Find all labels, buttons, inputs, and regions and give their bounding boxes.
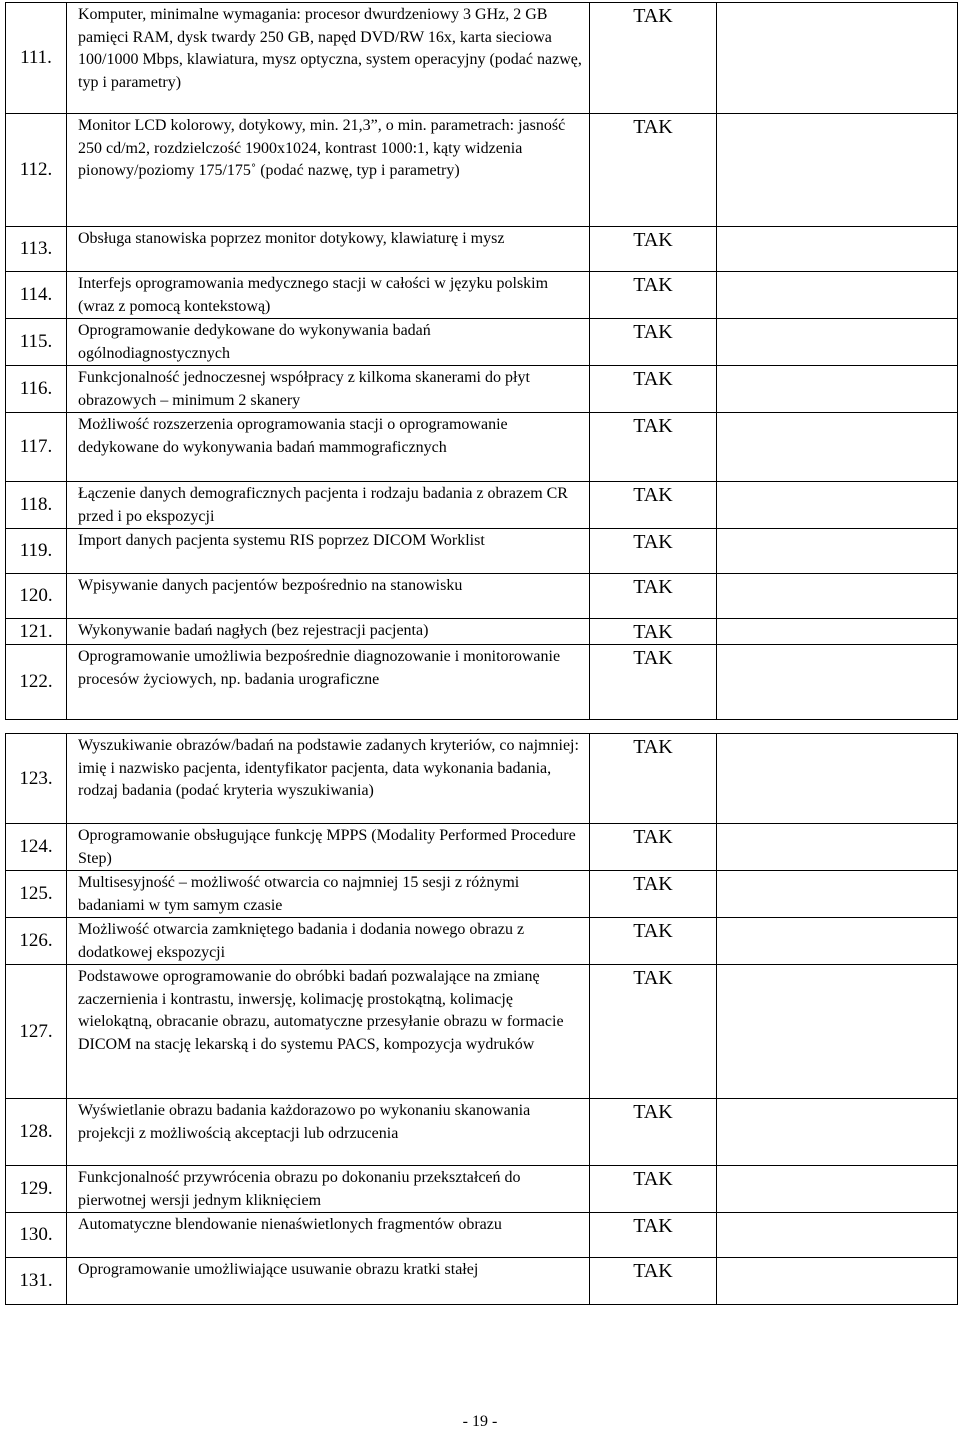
table-row <box>6 3 958 114</box>
item-number: 127. <box>6 965 67 1099</box>
item-answer: TAK <box>590 1258 717 1305</box>
item-remarks <box>717 3 958 114</box>
item-description: Monitor LCD kolorowy, dotykowy, min. 21,3”, o min. parametrach: jasność 250 cd/m2, rozdzielczość 1900x1024, kontrast 1000:1, kąty widzenia pionowy/poziomy 175/175˚ (podać nazwę, typ i parametry) <box>67 114 590 227</box>
table-row <box>6 529 958 574</box>
item-description: Komputer, minimalne wymagania: procesor dwurdzeniowy 3 GHz, 2 GB pamięci RAM, dysk twardy 250 GB, napęd DVD/RW 16x, karta sieciowa 100/1000 Mbps, klawiatura, mysz optyczna, system operacyjny (podać nazwę, typ i parametry) <box>67 3 590 114</box>
item-description: Wykonywanie badań nagłych (bez rejestracji pacjenta) <box>67 619 590 645</box>
table-row <box>6 1258 958 1305</box>
item-remarks <box>717 619 958 645</box>
item-answer: TAK <box>590 871 717 918</box>
item-description: Funkcjonalność przywrócenia obrazu po dokonaniu przekształceń do pierwotnej wersji jednym kliknięciem <box>67 1166 590 1213</box>
table-row <box>6 918 958 965</box>
item-description: Wpisywanie danych pacjentów bezpośrednio na stanowisku <box>67 574 590 619</box>
item-description: Wyszukiwanie obrazów/badań na podstawie zadanych kryteriów, co najmniej: imię i nazwisko pacjenta, identyfikator pacjenta, data wykonania badania, rodzaj badania (podać kryteria wyszukiwania) <box>67 734 590 824</box>
item-remarks <box>717 1213 958 1258</box>
item-description: Funkcjonalność jednoczesnej współpracy z kilkoma skanerami do płyt obrazowych – minimum 2 skanery <box>67 366 590 413</box>
item-description: Łączenie danych demograficznych pacjenta i rodzaju badania z obrazem CR przed i po ekspozycji <box>67 482 590 529</box>
item-number: 126. <box>6 918 67 965</box>
item-description: Oprogramowanie obsługujące funkcję MPPS (Modality Performed Procedure Step) <box>67 824 590 871</box>
item-answer: TAK <box>590 272 717 319</box>
item-answer: TAK <box>590 824 717 871</box>
item-number: 114. <box>6 272 67 319</box>
item-answer: TAK <box>590 529 717 574</box>
item-number: 118. <box>6 482 67 529</box>
table-row <box>6 319 958 366</box>
item-description: Import danych pacjenta systemu RIS poprzez DICOM Worklist <box>67 529 590 574</box>
table-row <box>6 366 958 413</box>
item-description: Wyświetlanie obrazu badania każdorazowo po wykonaniu skanowania projekcji z możliwością akceptacji lub odrzucenia <box>67 1099 590 1166</box>
item-number: 121. <box>6 619 67 645</box>
table-row <box>6 871 958 918</box>
spec-table-2 <box>5 733 958 1305</box>
item-answer: TAK <box>590 413 717 482</box>
item-number: 111. <box>6 3 67 114</box>
item-description: Oprogramowanie dedykowane do wykonywania badań ogólnodiagnostycznych <box>67 319 590 366</box>
item-description: Oprogramowanie umożliwia bezpośrednie diagnozowanie i monitorowanie procesów życiowych, np. badania urograficzne <box>67 645 590 720</box>
item-description: Interfejs oprogramowania medycznego stacji w całości w języku polskim (wraz z pomocą kontekstową) <box>67 272 590 319</box>
item-number: 130. <box>6 1213 67 1258</box>
item-remarks <box>717 965 958 1099</box>
item-description: Automatyczne blendowanie nienaświetlonych fragmentów obrazu <box>67 1213 590 1258</box>
item-number: 124. <box>6 824 67 871</box>
item-answer: TAK <box>590 366 717 413</box>
item-answer: TAK <box>590 482 717 529</box>
table-row <box>6 1166 958 1213</box>
item-number: 125. <box>6 871 67 918</box>
item-answer: TAK <box>590 965 717 1099</box>
item-remarks <box>717 529 958 574</box>
item-remarks <box>717 1166 958 1213</box>
item-number: 115. <box>6 319 67 366</box>
item-remarks <box>717 645 958 720</box>
item-description: Możliwość rozszerzenia oprogramowania stacji o oprogramowanie dedykowane do wykonywania badań mammograficznych <box>67 413 590 482</box>
item-answer: TAK <box>590 918 717 965</box>
item-answer: TAK <box>590 114 717 227</box>
table-row <box>6 574 958 619</box>
item-number: 128. <box>6 1099 67 1166</box>
item-number: 123. <box>6 734 67 824</box>
item-number: 120. <box>6 574 67 619</box>
item-description: Obsługa stanowiska poprzez monitor dotykowy, klawiaturę i mysz <box>67 227 590 272</box>
item-answer: TAK <box>590 227 717 272</box>
table-row <box>6 482 958 529</box>
item-answer: TAK <box>590 645 717 720</box>
item-description: Oprogramowanie umożliwiające usuwanie obrazu kratki stałej <box>67 1258 590 1305</box>
item-answer: TAK <box>590 3 717 114</box>
item-number: 131. <box>6 1258 67 1305</box>
table-row <box>6 965 958 1099</box>
item-remarks <box>717 482 958 529</box>
item-remarks <box>717 413 958 482</box>
item-description: Multisesyjność – możliwość otwarcia co najmniej 15 sesji z różnymi badaniami w tym samym czasie <box>67 871 590 918</box>
item-answer: TAK <box>590 734 717 824</box>
item-answer: TAK <box>590 574 717 619</box>
item-number: 129. <box>6 1166 67 1213</box>
table-row <box>6 227 958 272</box>
table-row <box>6 734 958 824</box>
table-row <box>6 272 958 319</box>
table-row <box>6 824 958 871</box>
item-description: Podstawowe oprogramowanie do obróbki badań pozwalające na zmianę zaczernienia i kontrastu, inwersję, kolimację prostokątną, kolimację wielokątną, obracanie obrazu, automatyczne przesyłanie obrazu w formacie DICOM na stację lekarską i do systemu PACS, kompozycja wydruków <box>67 965 590 1099</box>
item-remarks <box>717 227 958 272</box>
item-answer: TAK <box>590 619 717 645</box>
item-answer: TAK <box>590 1213 717 1258</box>
table-row <box>6 619 958 645</box>
item-number: 112. <box>6 114 67 227</box>
item-number: 122. <box>6 645 67 720</box>
item-remarks <box>717 366 958 413</box>
item-remarks <box>717 734 958 824</box>
table-row <box>6 645 958 720</box>
spec-table-1 <box>5 2 958 720</box>
item-answer: TAK <box>590 1099 717 1166</box>
item-remarks <box>717 871 958 918</box>
item-remarks <box>717 824 958 871</box>
item-number: 116. <box>6 366 67 413</box>
table-row <box>6 413 958 482</box>
item-remarks <box>717 918 958 965</box>
table-row <box>6 1213 958 1258</box>
item-answer: TAK <box>590 319 717 366</box>
item-description: Możliwość otwarcia zamkniętego badania i dodania nowego obrazu z dodatkowej ekspozycji <box>67 918 590 965</box>
item-answer: TAK <box>590 1166 717 1213</box>
item-remarks <box>717 574 958 619</box>
table-row <box>6 114 958 227</box>
item-number: 117. <box>6 413 67 482</box>
page-number: - 19 - <box>462 1413 498 1430</box>
item-remarks <box>717 114 958 227</box>
item-remarks <box>717 319 958 366</box>
item-number: 119. <box>6 529 67 574</box>
item-remarks <box>717 1099 958 1166</box>
item-remarks <box>717 272 958 319</box>
item-remarks <box>717 1258 958 1305</box>
item-number: 113. <box>6 227 67 272</box>
table-row <box>6 1099 958 1166</box>
